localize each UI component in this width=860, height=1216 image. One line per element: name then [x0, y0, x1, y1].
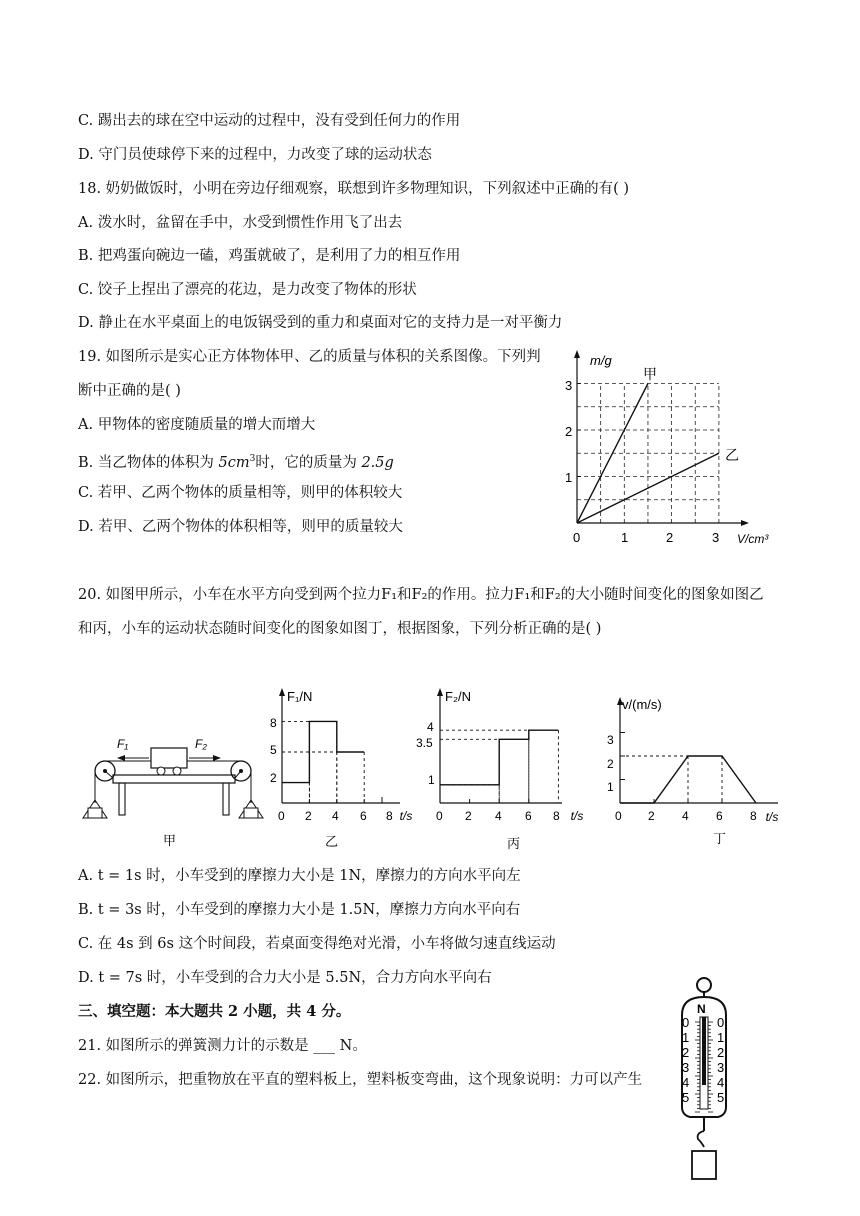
f2-ylabel: F₂/N — [445, 689, 471, 704]
f1-xtick-0: 0 — [278, 809, 285, 823]
f2-arrowhead — [213, 755, 221, 761]
figure-19-x-arrow — [741, 520, 749, 526]
figure-19-ytick-2: 2 — [565, 424, 573, 439]
scale-right-2: 2 — [717, 1045, 725, 1060]
right-weight — [244, 808, 258, 818]
option-19c: C. 若甲、乙两个物体的质量相等，则甲的体积较大 — [78, 485, 403, 501]
option-19b-exponent: 3 — [249, 454, 256, 464]
f1-xtick-2: 2 — [305, 809, 312, 823]
figure-19-xtick-2: 2 — [666, 530, 674, 545]
f1-ylabel: F₁/N — [287, 689, 313, 704]
scale-right-1: 1 — [717, 1030, 725, 1045]
cart-wheel-left — [157, 767, 165, 775]
v-xtick-2: 2 — [648, 809, 655, 823]
table-leg-left — [119, 783, 125, 815]
f2-ytick-3-5: 3.5 — [416, 736, 433, 750]
scale-left-4: 4 — [682, 1075, 690, 1090]
f2-xtick-6: 6 — [525, 809, 532, 823]
f1-ytick-8: 8 — [270, 716, 277, 730]
option-17d: D. 守门员使球停下来的过程中，力改变了球的运动状态 — [78, 147, 432, 163]
scale-right-3: 3 — [717, 1060, 725, 1075]
v-xtick-8: 8 — [750, 809, 757, 823]
v-ytick-2: 2 — [607, 757, 614, 771]
v-ytick-1: 1 — [607, 780, 614, 794]
f2-ytick-1: 1 — [428, 773, 435, 787]
question-19-line1: 19. 如图所示是实心正方体物体甲、乙的质量与体积的关系图像。下列判 — [78, 349, 541, 365]
figure-20-apparatus — [75, 728, 270, 853]
f1-xtick-8: 8 — [386, 809, 393, 823]
figure-19-label-yi: 乙 — [725, 447, 739, 463]
figure-20-caption-jia: 甲 — [163, 833, 177, 848]
figure-19-xtick-1: 1 — [621, 530, 629, 545]
v-xtick-0: 0 — [615, 809, 622, 823]
left-weight — [88, 808, 102, 818]
scale-unit-label: N — [697, 1002, 706, 1016]
f1-xtick-6: 6 — [360, 809, 367, 823]
option-20d: D. t = 7s 时，小车受到的合力大小是 5.5N，合力方向水平向右 — [78, 970, 492, 986]
v-xtick-6: 6 — [716, 809, 723, 823]
scale-right-5: 5 — [717, 1090, 725, 1105]
f2-xtick-2: 2 — [465, 809, 472, 823]
scale-top-ring — [697, 978, 711, 992]
figure-20-f1-graph — [270, 683, 415, 855]
question-20-line1: 20. 如图甲所示，小车在水平方向受到两个拉力F₁和F₂的作用。拉力F₁和F₂的大小随时间变化的图象如图乙 — [78, 587, 764, 603]
right-pulley-bracket — [235, 771, 241, 778]
option-18a: A. 泼水时，盆留在手中，水受到惯性作用飞了出去 — [78, 215, 403, 231]
cart-wheel-right — [173, 767, 181, 775]
f2-label: F₂ — [195, 737, 207, 751]
question-21: 21. 如图所示的弹簧测力计的示数是 ___ N。 — [78, 1038, 367, 1054]
f1-arrowhead — [117, 755, 125, 761]
scale-left-3: 3 — [682, 1060, 690, 1075]
question-22: 22. 如图所示，把重物放在平直的塑料板上，塑料板变弯曲，这个现象说明：力可以产生 — [78, 1072, 643, 1088]
figure-21-spring-scale — [672, 975, 740, 1185]
figure-19-xlabel: V/cm³ — [737, 532, 769, 546]
f1-label: F₁ — [117, 737, 129, 751]
f2-xtick-4: 4 — [495, 809, 502, 823]
option-20a: A. t = 1s 时，小车受到的摩擦力大小是 1N，摩擦力的方向水平向左 — [78, 868, 521, 884]
figure-19-xtick-0: 0 — [573, 530, 581, 545]
figure-19-label-jia: 甲 — [643, 366, 657, 382]
option-18b: B. 把鸡蛋向碗边一磕，鸡蛋就破了，是利用了力的相互作用 — [78, 248, 461, 264]
section-3-heading: 三、填空题：本大题共 2 小题，共 4 分。 — [78, 1003, 351, 1020]
v-ytick-3: 3 — [607, 733, 614, 747]
figure-20-velocity-graph — [600, 690, 790, 855]
scale-right-0: 0 — [717, 1015, 725, 1030]
figure-19-y-arrow — [574, 350, 580, 358]
table-top — [113, 775, 235, 783]
cart-body — [151, 748, 187, 768]
figure-19-grid — [577, 384, 719, 524]
scale-left-5: 5 — [682, 1090, 690, 1105]
option-18d: D. 静止在水平桌面上的电饭锅受到的重力和桌面对它的支持力是一对平衡力 — [78, 315, 563, 331]
v-xtick-4: 4 — [682, 809, 689, 823]
question-19-line2: 断中正确的是( ) — [78, 383, 181, 399]
f1-ytick-5: 5 — [270, 743, 277, 757]
figure-20-caption-bing: 丙 — [507, 836, 521, 851]
figure-20-caption-yi: 乙 — [325, 834, 339, 849]
f1-y-arrow — [279, 688, 285, 696]
figure-19-ylabel: m/g — [590, 353, 612, 368]
option-20b: B. t = 3s 时，小车受到的摩擦力大小是 1.5N，摩擦力方向水平向右 — [78, 902, 521, 918]
f2-xtick-8: 8 — [553, 809, 560, 823]
scale-left-0: 0 — [682, 1015, 690, 1030]
question-18: 18. 奶奶做饭时，小明在旁边仔细观察，联想到许多物理知识，下列叙述中正确的有( ) — [78, 181, 630, 197]
figure-19-xtick-3: 3 — [712, 530, 720, 545]
left-pulley-bracket — [105, 771, 113, 778]
f2-xtick-0: 0 — [436, 809, 443, 823]
option-19d: D. 若甲、乙两个物体的体积相等，则甲的质量较大 — [78, 519, 403, 535]
scale-spring — [702, 1017, 706, 1085]
v-xlabel: t/s — [765, 810, 779, 824]
option-19b-prefix: B. 当乙物体的体积为 — [78, 454, 219, 471]
scale-right-4: 4 — [717, 1075, 725, 1090]
table-leg-right — [223, 783, 229, 815]
scale-left-2: 2 — [682, 1045, 690, 1060]
f2-y-arrow — [437, 688, 443, 696]
option-19b-volume: 5cm — [218, 454, 250, 471]
figure-20-f2-graph — [412, 683, 592, 855]
option-17c: C. 踢出去的球在空中运动的过程中，没有受到任何力的作用 — [78, 113, 461, 129]
option-19b — [78, 449, 394, 473]
option-19b-mass: 2.5g — [361, 454, 394, 471]
option-19b-middle: 时，它的质量为 — [255, 454, 362, 471]
scale-left-1: 1 — [682, 1030, 690, 1045]
scale-hook — [698, 1131, 704, 1147]
f1-ytick-2: 2 — [270, 771, 277, 785]
figure-19-mass-volume-graph — [555, 345, 790, 550]
f2-ytick-4: 4 — [427, 720, 434, 734]
question-20-line2: 和丙，小车的运动状态随时间变化的图象如图丁，根据图象，下列分析正确的是( ) — [78, 621, 602, 637]
f1-xlabel: t/s — [399, 809, 413, 823]
v-ylabel: v/(m/s) — [622, 697, 662, 712]
option-20c: C. 在 4s 到 6s 这个时间段，若桌面变得绝对光滑，小车将做匀速直线运动 — [78, 936, 556, 952]
option-19a: A. 甲物体的密度随质量的增大而增大 — [78, 417, 316, 433]
figure-19-ytick-1: 1 — [565, 470, 573, 485]
figure-20-caption-ding: 丁 — [713, 831, 727, 846]
f2-xlabel: t/s — [570, 809, 584, 823]
figure-19-ytick-3: 3 — [565, 378, 573, 393]
option-18c: C. 饺子上捏出了漂亮的花边，是力改变了物体的形状 — [78, 282, 417, 298]
hanging-weight — [692, 1151, 716, 1179]
f1-xtick-4: 4 — [332, 809, 339, 823]
